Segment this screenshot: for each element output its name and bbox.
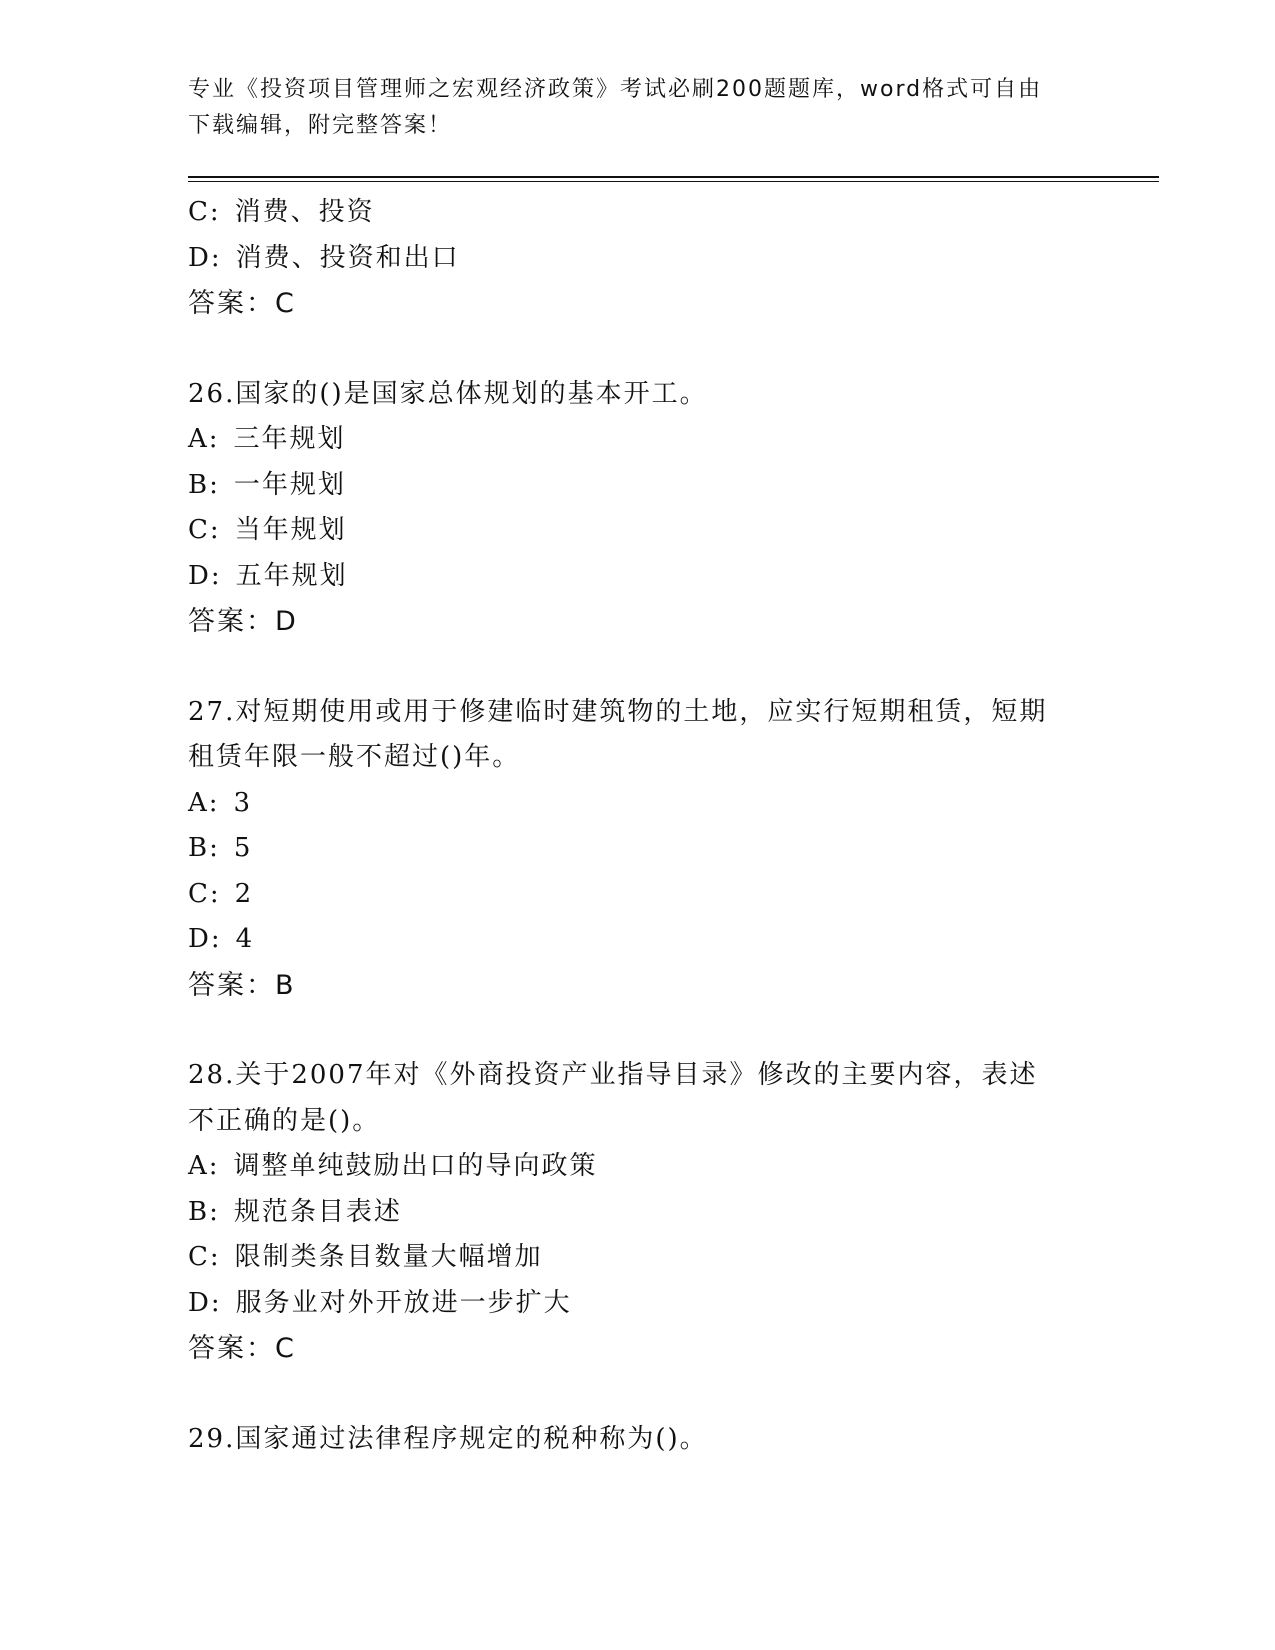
option-text: 当年规划 [234, 515, 347, 545]
question-text-line-2: 不正确的是()。 [188, 1105, 381, 1136]
option-b [188, 463, 1088, 509]
option-label: A: [188, 1151, 220, 1181]
option-d [188, 1281, 1088, 1327]
option-text: 5 [233, 833, 253, 863]
option-label: B: [188, 1196, 220, 1227]
header-title-line-1: 专业《投资项目管理师之宏观经济政策》考试必刷200题题库，word格式可自由 [188, 77, 1043, 102]
option-b [188, 1190, 1088, 1236]
option-text: 3 [233, 787, 253, 818]
question-28 [188, 1053, 1088, 1372]
answer-line: 答案：C [188, 1333, 296, 1364]
answer-line: 答案：B [188, 969, 296, 1001]
option-a [188, 417, 1088, 463]
option-label: D: [188, 924, 222, 954]
option-text: 限制类条目数量大幅增加 [234, 1242, 543, 1272]
option-text: 调整单纯鼓励出口的导向政策 [233, 1151, 598, 1181]
option-label: A: [188, 424, 220, 454]
question-text-line-1: 28.关于2007年对《外商投资产业指导目录》修改的主要内容，表述 [188, 1060, 1038, 1090]
option-label: C: [188, 878, 221, 909]
option-label: C: [188, 1242, 221, 1272]
question-29 [188, 1417, 1088, 1463]
option-c [188, 190, 1088, 236]
question-25-fragment [188, 190, 1088, 327]
option-text: 消费、投资 [234, 197, 375, 227]
option-text: 服务业对外开放进一步扩大 [235, 1287, 572, 1318]
option-label: B: [188, 469, 220, 500]
question-text: 26.国家的()是国家总体规划的基本开工。 [188, 378, 708, 409]
header-title-line-2: 下载编辑，附完整答案！ [188, 113, 453, 138]
option-label: D: [188, 242, 222, 273]
option-text: 消费、投资和出口 [235, 242, 460, 273]
header-divider [188, 176, 1159, 182]
option-label: B: [188, 833, 220, 863]
option-a [188, 781, 1088, 827]
option-label: D: [188, 1287, 222, 1318]
option-label: D: [188, 560, 222, 591]
option-text: 2 [234, 878, 254, 909]
question-list [188, 190, 1088, 1462]
question-27 [188, 690, 1088, 1009]
option-label: C: [188, 515, 221, 545]
question-text: 29.国家通过法律程序规定的税种称为()。 [188, 1423, 708, 1454]
option-text: 五年规划 [235, 560, 348, 591]
option-label: C: [188, 197, 221, 227]
option-d [188, 917, 1088, 963]
option-c [188, 508, 1088, 554]
answer-line: 答案：C [188, 288, 296, 319]
option-a [188, 1144, 1088, 1190]
option-c [188, 872, 1088, 918]
option-text: 4 [235, 924, 255, 954]
option-text: 一年规划 [233, 469, 346, 500]
option-text: 规范条目表述 [233, 1196, 402, 1227]
question-text-line-1: 27.对短期使用或用于修建临时建筑物的土地，应实行短期租赁，短期 [188, 696, 1048, 727]
option-c [188, 1235, 1088, 1281]
question-text-line-2: 租赁年限一般不超过()年。 [188, 742, 521, 772]
option-text: 三年规划 [233, 424, 346, 454]
option-b [188, 826, 1088, 872]
option-d [188, 554, 1088, 600]
answer-line: 答案：D [188, 606, 298, 637]
option-d [188, 236, 1088, 282]
option-label: A: [188, 787, 220, 818]
question-26 [188, 372, 1088, 645]
document-header [188, 72, 1068, 144]
